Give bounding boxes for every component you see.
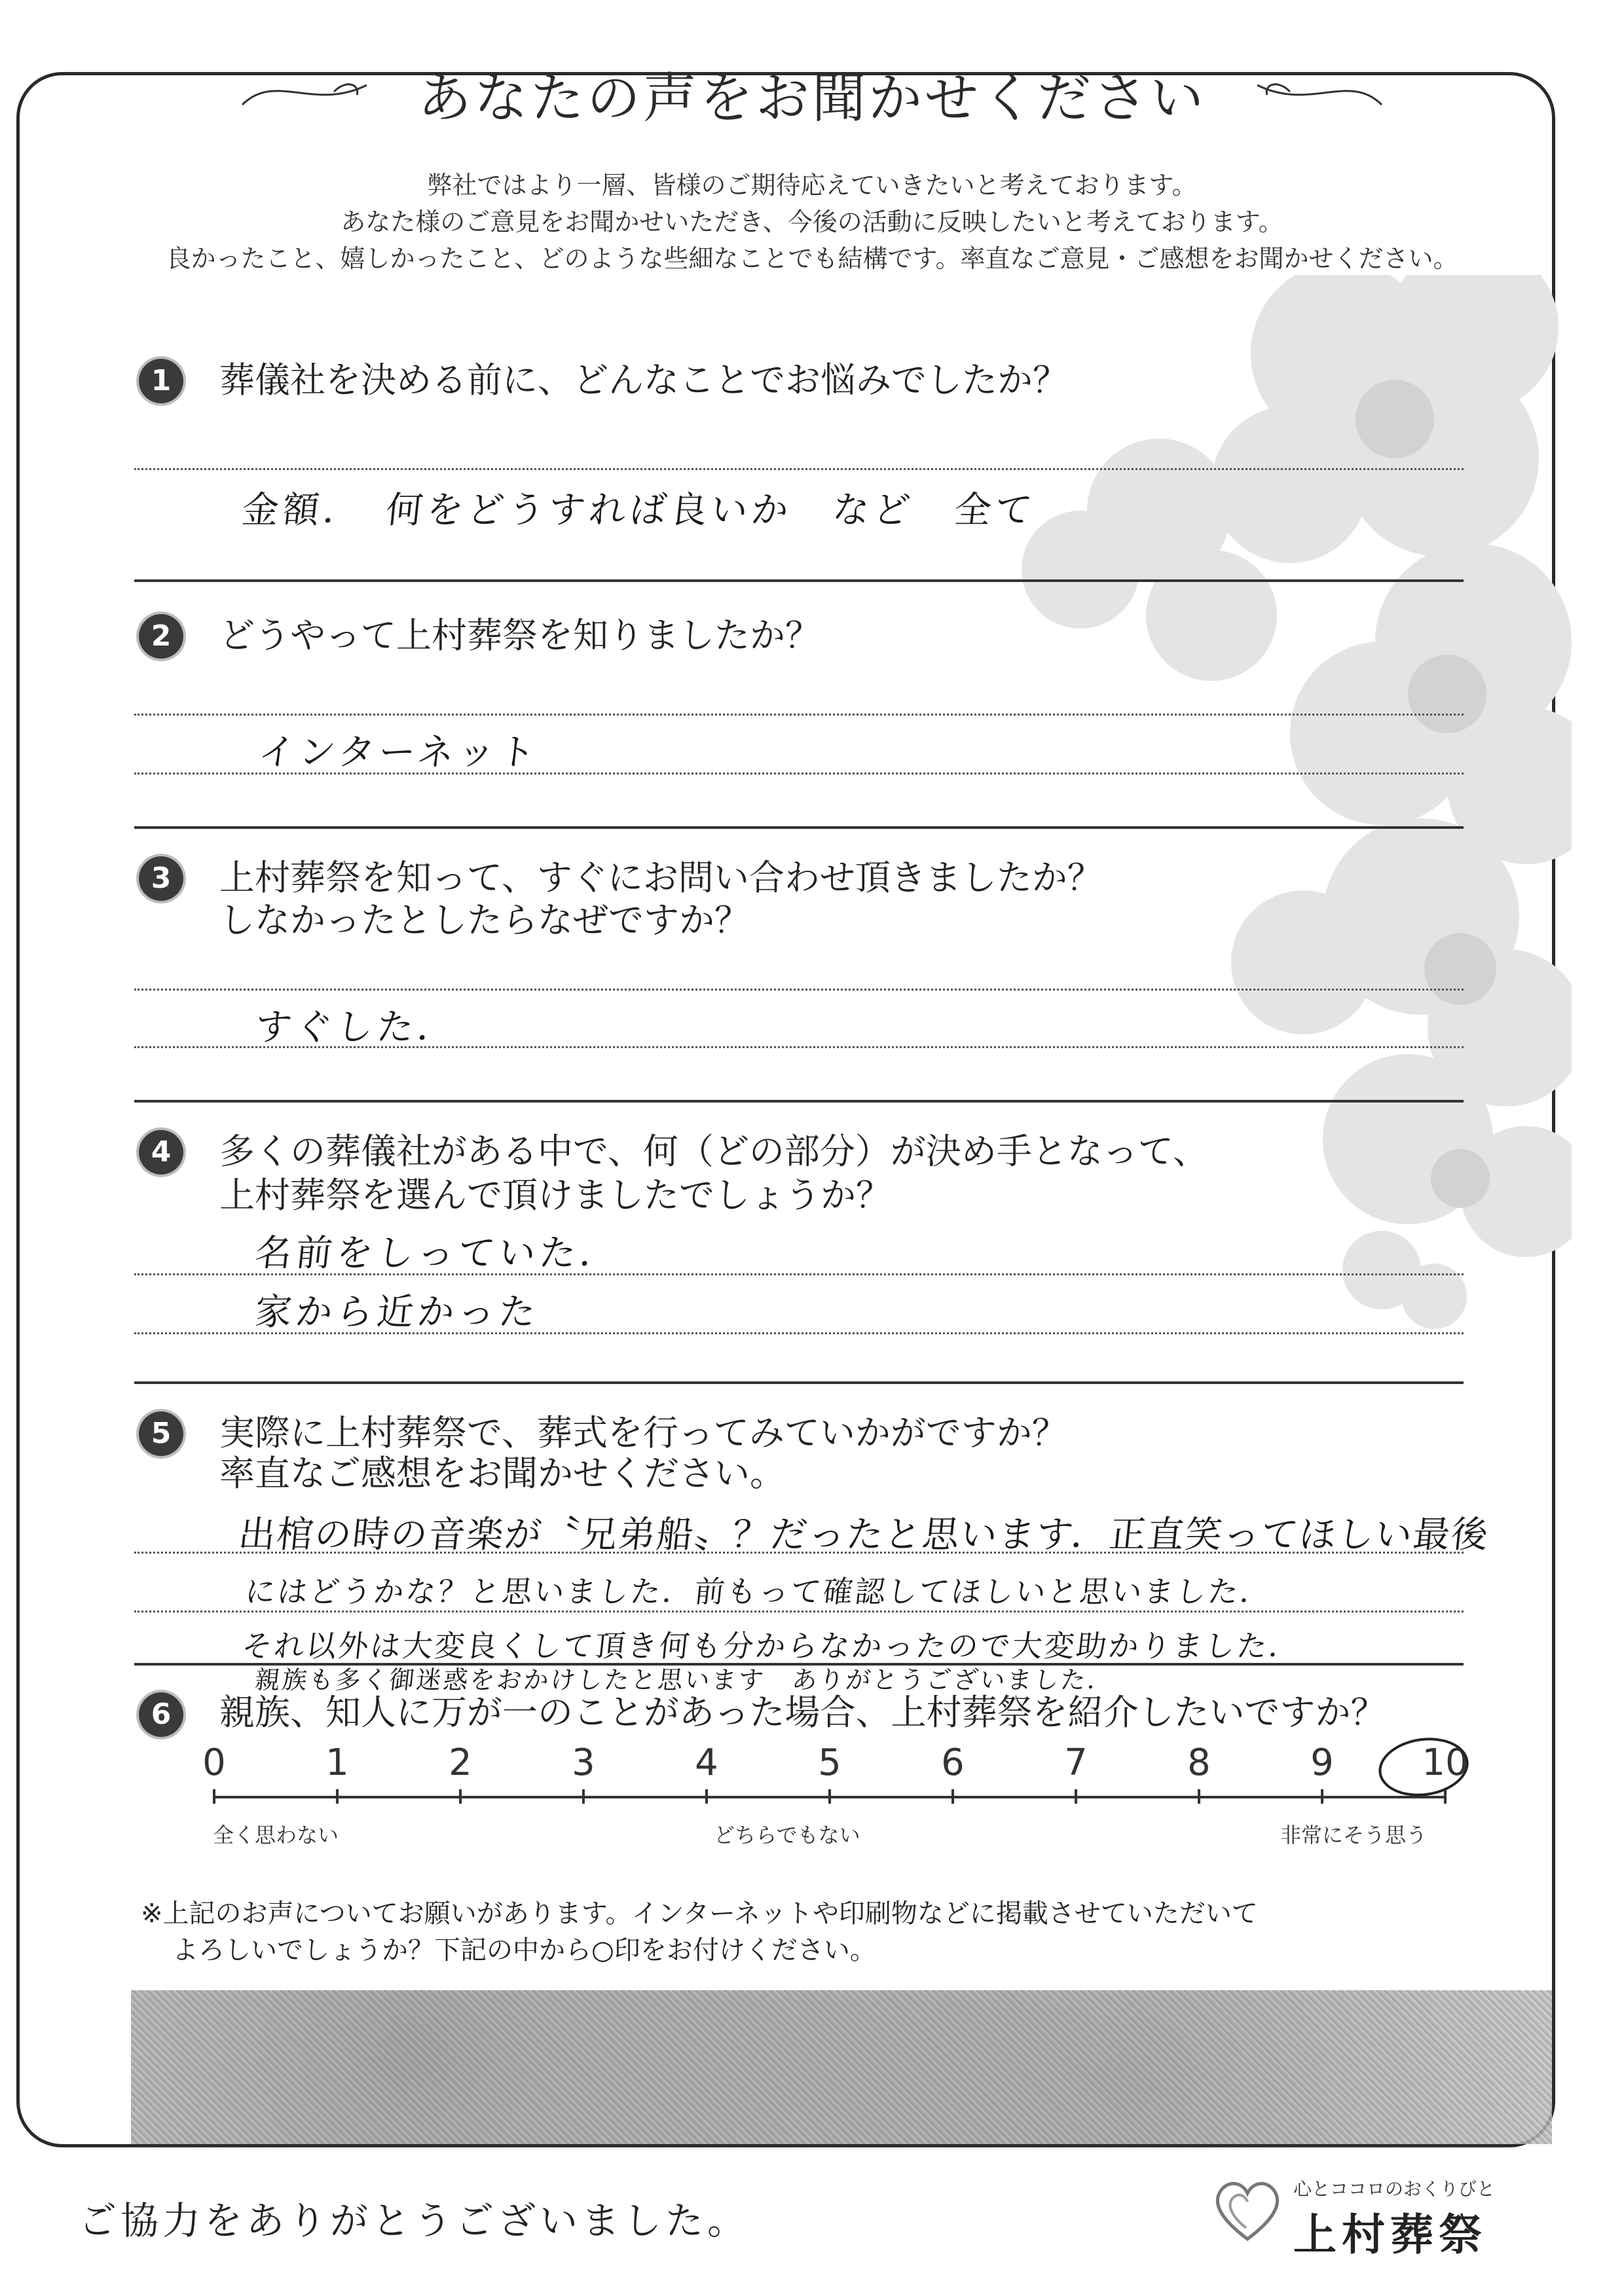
question-number-6: 6 [139, 1692, 183, 1737]
answer-4-line1: 名前をしっていた． [253, 1232, 623, 1275]
scale-label-9[interactable]: 9 [1310, 1741, 1334, 1784]
note-line: よろしいでしょうか？下記の中から○印をお付けください。 [172, 1935, 876, 1965]
question-6-text: 親族、知人に万が一のことがあった場合、上村葬祭を紹介したいですか？ [219, 1692, 1386, 1733]
section-divider [134, 1100, 1464, 1102]
intro-line: あなた様のご意見をお聞かせいただき、今後の活動に反映したいと考えております。 [341, 208, 1283, 236]
scale-label-8[interactable]: 8 [1187, 1741, 1211, 1784]
scale-tick [1075, 1789, 1077, 1804]
intro-line: 弊社ではより一層、皆様のご期待応えていきたいと考えております。 [427, 171, 1197, 200]
dotted-line [134, 1332, 1464, 1334]
answer-5-line1: 出棺の時の音楽が〝兄弟船〟？だったと思います．正直笑ってほしい最後 [236, 1514, 1492, 1556]
intro-text [0, 167, 1624, 277]
thanks-message: ご協力をありがとうございました。 [79, 2198, 750, 2243]
scale-tick [336, 1789, 339, 1804]
intro-line: 良かったこと、嬉しかったこと、どのような些細なことでも結構です。率直なご意見・ご感想をお聞かせください。 [166, 244, 1458, 273]
section-divider [134, 1381, 1464, 1384]
dotted-line [134, 468, 1464, 470]
question-5-text-line2: 率直なご感想をお聞かせください。 [219, 1453, 785, 1494]
question-2-text: どうやって上村葬祭を知りましたか？ [219, 615, 821, 656]
answer-1: 金額． 何をどうすれば良いか など 全て [240, 489, 1038, 532]
page-title: あなたの声をお聞かせください [417, 67, 1206, 130]
dotted-line [134, 1273, 1464, 1275]
question-1-text: 葬儀社を決める前に、どんなことでお悩みでしたか？ [219, 359, 1068, 401]
section-divider [134, 826, 1464, 829]
dotted-line [134, 1552, 1464, 1554]
dotted-line [134, 1046, 1464, 1048]
scale-tick [1444, 1789, 1447, 1804]
question-4-text-line2: 上村葬祭を選んで頂けましたでしょうか？ [219, 1175, 891, 1216]
question-number-2: 2 [139, 614, 183, 659]
brand-tagline: 心とココロのおくりびと [1293, 2178, 1496, 2200]
scale-tick [582, 1789, 585, 1804]
section-divider [134, 579, 1464, 582]
publication-note [141, 1895, 1258, 1969]
question-4-text-line1: 多くの葬儀社がある中で、何（どの部分）が決め手となって、 [219, 1131, 1208, 1172]
question-5-text-line1: 実際に上村葬祭で、葬式を行ってみていかがですか？ [219, 1412, 1067, 1453]
brand-name: 上村葬祭 [1293, 2210, 1487, 2260]
scale-tick [213, 1789, 215, 1804]
question-3-text-line1: 上村葬祭を知って、すぐにお問い合わせ頂きましたか？ [219, 857, 1103, 898]
note-line: ※上記のお声についてお願いがあります。インターネットや印刷物などに掲載させていただいて [141, 1899, 1258, 1929]
scale-label-4[interactable]: 4 [695, 1741, 718, 1784]
scale-high-label: 非常にそう思う [1280, 1823, 1428, 1848]
answer-5-line2: にはどうかな？と思いました．前もって確認してほしいと思いました． [243, 1574, 1274, 1609]
scale-tick [951, 1789, 954, 1804]
question-number-3: 3 [139, 856, 183, 901]
dotted-line [134, 1611, 1464, 1613]
scale-label-0[interactable]: 0 [202, 1741, 226, 1784]
question-number-5: 5 [139, 1412, 183, 1456]
scale-low-label: 全く思わない [213, 1823, 339, 1848]
scale-label-1[interactable]: 1 [325, 1741, 349, 1784]
answer-5-line4: 親族も多く御迷惑をおかけしたと思います ありがとうございました． [253, 1666, 1116, 1694]
question-number-1: 1 [139, 359, 183, 403]
scale-mid-label: どちらでもない [714, 1823, 860, 1848]
scale-tick [828, 1789, 831, 1804]
answer-4-line2: 家から近かった [253, 1291, 542, 1334]
scale-label-3[interactable]: 3 [572, 1741, 595, 1784]
scale-label-2[interactable]: 2 [449, 1741, 472, 1784]
question-3-text-line2: しなかったとしたらなぜですか？ [219, 900, 750, 941]
scale-label-6[interactable]: 6 [941, 1741, 965, 1784]
answer-5-line3: それ以外は大変良くして頂き何も分からなかったので大変助かりました． [240, 1628, 1303, 1664]
scale-tick [1321, 1789, 1323, 1804]
answer-2: インターネット [256, 731, 542, 774]
scale-label-5[interactable]: 5 [818, 1741, 841, 1784]
scale-tick [1198, 1789, 1200, 1804]
heart-logo-icon [1208, 2170, 1287, 2249]
dotted-line [134, 773, 1464, 774]
scale-tick [459, 1789, 462, 1804]
dotted-line [134, 714, 1464, 716]
dotted-line [134, 989, 1464, 991]
scale-label-10[interactable]: 10 [1422, 1741, 1469, 1784]
scale-label-7[interactable]: 7 [1064, 1741, 1088, 1784]
answer-3: すぐした． [253, 1006, 460, 1049]
scale-tick [705, 1789, 708, 1804]
question-number-4: 4 [139, 1130, 183, 1175]
redacted-area [131, 1990, 1552, 2144]
